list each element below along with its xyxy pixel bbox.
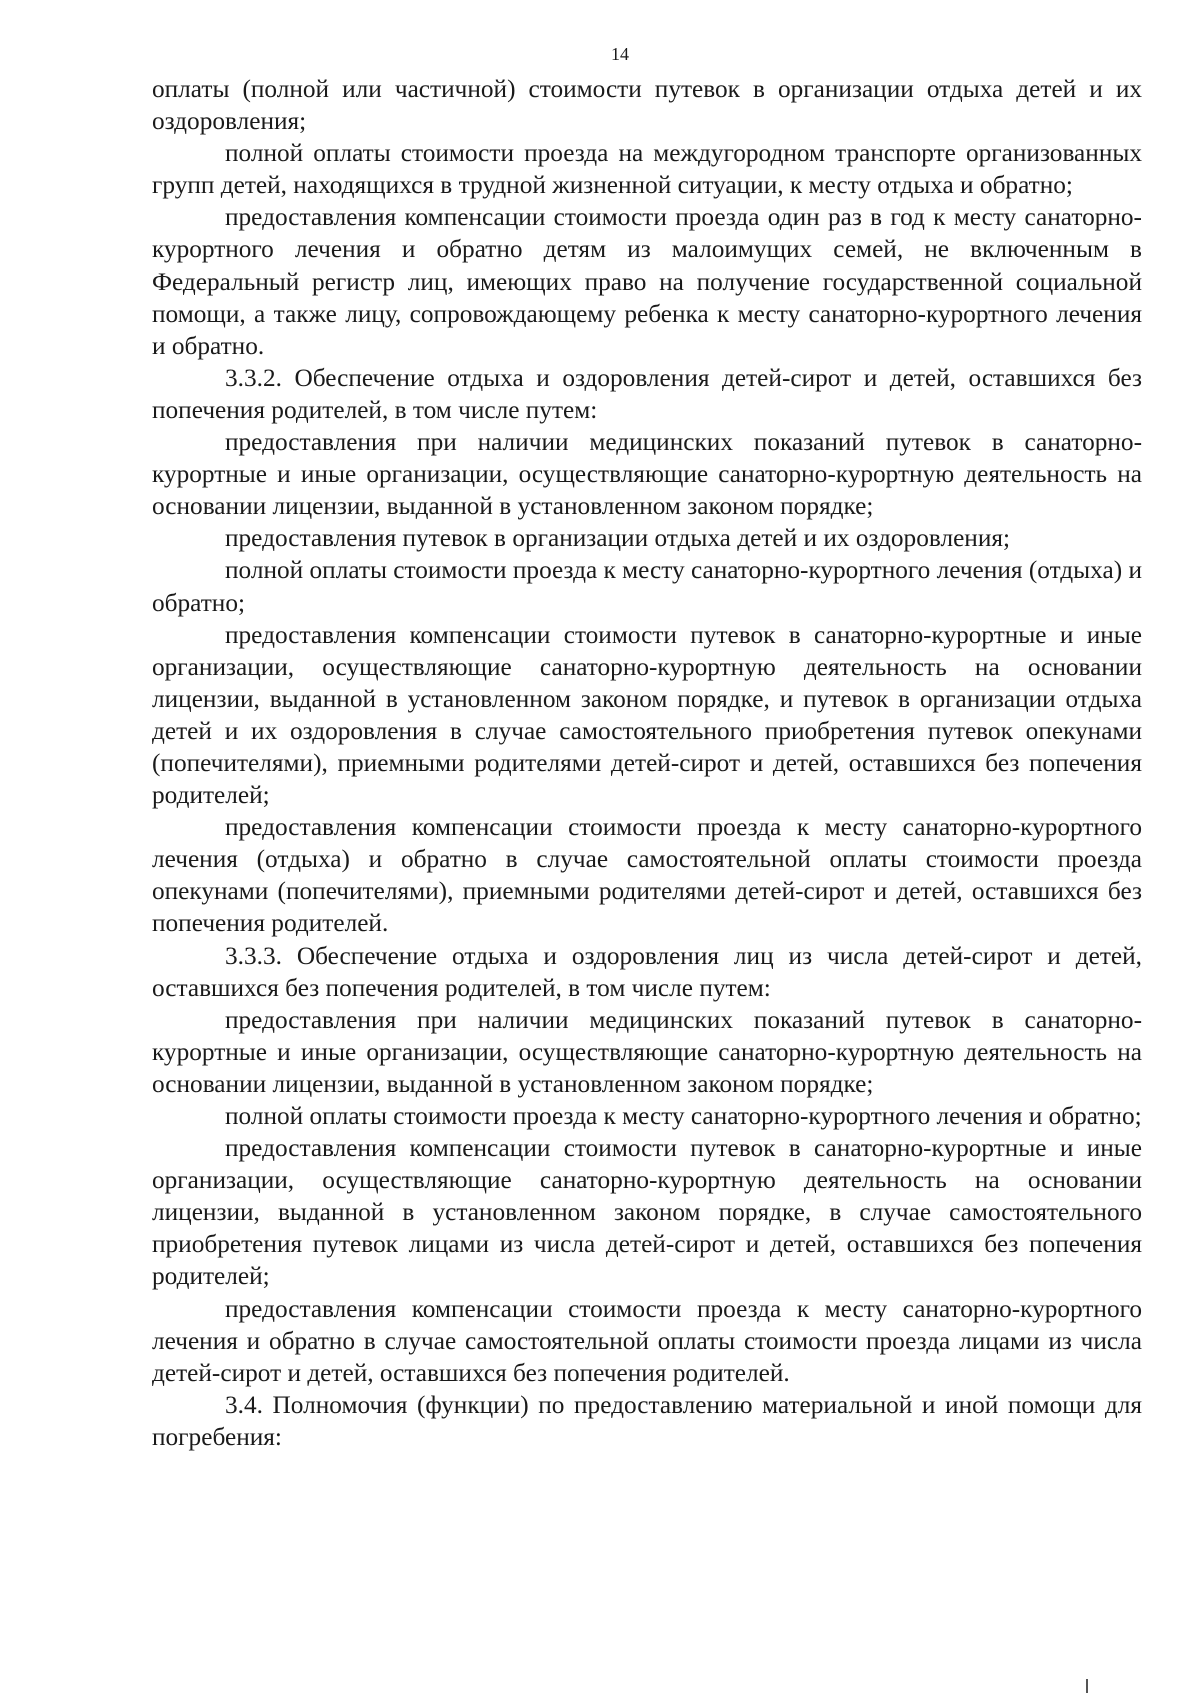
paragraph: полной оплаты стоимости проезда к месту санаторно-курортного лечения (отдыха) и обратно; bbox=[152, 556, 1142, 617]
page-number: 14 bbox=[611, 44, 629, 64]
paragraph: предоставления компенсации стоимости путевок в санаторно-курортные и иные организации, осуществляющие санаторно-курортную деятельность на основании лицензии, выданной в установленном законом порядке, и путевок в организации отдыха детей и их оздоровления в случае самостоятельного приобретения путевок опекунами (попечителями), приемными родителями детей-сирот и детей, оставшихся без попечения родителей; bbox=[152, 620, 1142, 810]
paragraph: полной оплаты стоимости проезда к месту санаторно-курортного лечения и обратно; bbox=[225, 1102, 1142, 1130]
section-paragraph-3-3-3: 3.3.3. Обеспечение отдыха и оздоровления лиц из числа детей-сирот и детей, оставшихся без попечения родителей, в том числе путем: bbox=[152, 941, 1142, 1002]
paragraph: предоставления компенсации стоимости путевок в санаторно-курортные и иные организации, осуществляющие санаторно-курортную деятельность на основании лицензии, выданной в установленном законом порядке, в случае самостоятельного приобретения путевок лицами из числа детей-сирот и детей, оставшихся без попечения родителей; bbox=[152, 1134, 1142, 1291]
paragraph: предоставления при наличии медицинских показаний путевок в санаторно-курортные и иные организации, осуществляющие санаторно-курортную деятельность на основании лицензии, выданной в установленном законом порядке; bbox=[152, 428, 1142, 521]
paragraph: предоставления компенсации стоимости проезда к месту санаторно-курортного лечения и обратно в случае самостоятельной оплаты стоимости проезда лицами из числа детей-сирот и детей, оставшихся без попечения родителей. bbox=[152, 1294, 1142, 1387]
paragraph: предоставления компенсации стоимости проезда один раз в год к месту санаторно-курортного лечения и обратно детям из малоимущих семей, не включенным в Федеральный регистр лиц, имеющих право на получение государственной социальной помощи, а также лицу, сопровождающему ребенка к месту санаторно-курортного лечения и обратно. bbox=[152, 203, 1142, 360]
document-body bbox=[152, 73, 1142, 1453]
paragraph: оплаты (полной или частичной) стоимости путевок в организации отдыха детей и их оздоровления; bbox=[152, 75, 1142, 136]
section-paragraph-3-4: 3.4. Полномочия (функции) по предоставлению материальной и иной помощи для погребения: bbox=[152, 1390, 1142, 1451]
section-paragraph-3-3-2: 3.3.2. Обеспечение отдыха и оздоровления детей-сирот и детей, оставшихся без попечения родителей, в том числе путем: bbox=[152, 363, 1142, 424]
paragraph: предоставления путевок в организации отдыха детей и их оздоровления; bbox=[225, 524, 1011, 553]
paragraph: полной оплаты стоимости проезда на междугородном транспорте организованных групп детей, находящихся в трудной жизненной ситуации, к месту отдыха и обратно; bbox=[152, 139, 1142, 200]
paragraph: предоставления при наличии медицинских показаний путевок в санаторно-курортные и иные организации, осуществляющие санаторно-курортную деятельность на основании лицензии, выданной в установленном законом порядке; bbox=[152, 1005, 1142, 1098]
paragraph: предоставления компенсации стоимости проезда к месту санаторно-курортного лечения (отдыха) и обратно в случае самостоятельной оплаты стоимости проезда опекунами (попечителями), приемными родителями детей-сирот и детей, оставшихся без попечения родителей. bbox=[152, 813, 1142, 938]
scan-artifact-mark bbox=[1086, 1679, 1088, 1693]
